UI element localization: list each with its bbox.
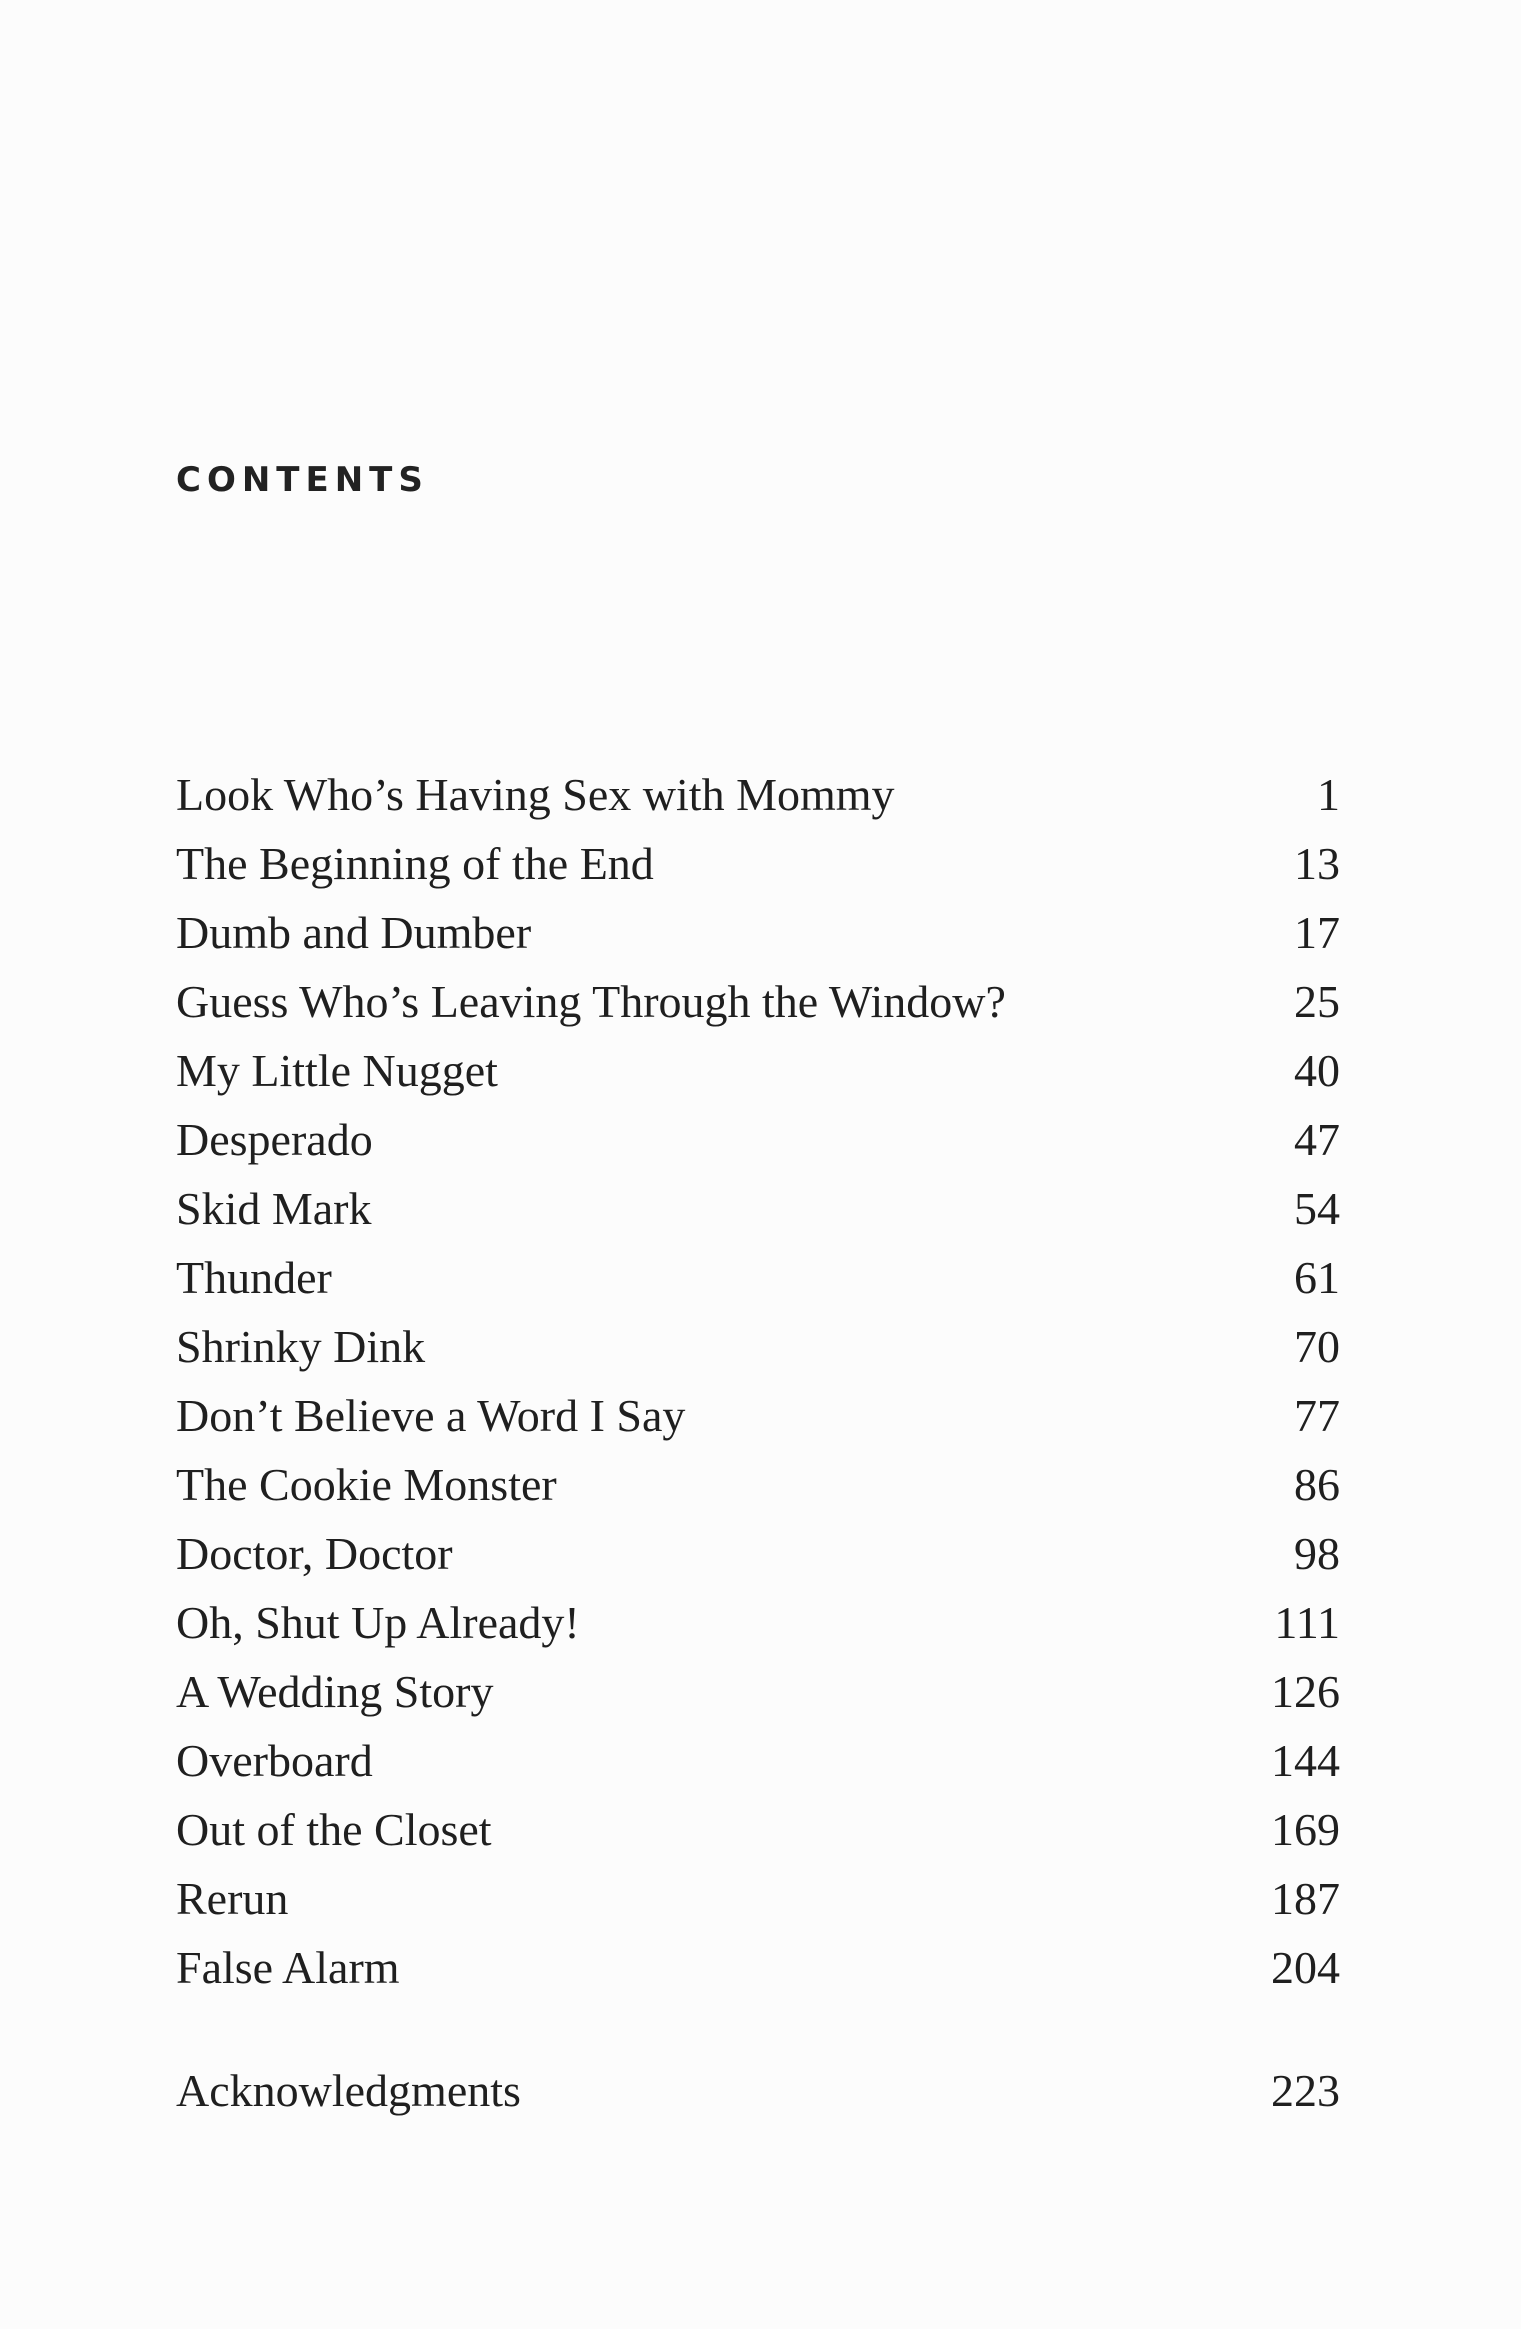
- toc-entry: [176, 1320, 1340, 1389]
- chapter-title: The Beginning of the End: [176, 838, 654, 889]
- chapter-title: Look Who’s Having Sex with Mommy: [176, 769, 895, 820]
- chapter-page-number: 1: [1317, 769, 1340, 820]
- toc-entry: [176, 1182, 1340, 1251]
- chapter-title: My Little Nugget: [176, 1045, 498, 1096]
- chapter-page-number: 61: [1294, 1252, 1340, 1303]
- chapter-page-number: 169: [1271, 1804, 1340, 1855]
- chapter-page-number: 47: [1294, 1114, 1340, 1165]
- chapter-page-number: 13: [1294, 838, 1340, 889]
- chapter-title: Dumb and Dumber: [176, 907, 532, 958]
- toc-entry: [176, 1458, 1340, 1527]
- chapter-title: Shrinky Dink: [176, 1321, 426, 1372]
- toc-entry: [176, 1734, 1340, 1803]
- chapter-page-number: 144: [1271, 1735, 1340, 1786]
- chapter-page-number: 86: [1294, 1459, 1340, 1510]
- toc-entry: [176, 1044, 1340, 1113]
- back-matter-page-number: 223: [1271, 2065, 1340, 2116]
- chapter-title: Desperado: [176, 1114, 373, 1165]
- chapter-page-number: 187: [1271, 1873, 1340, 1924]
- chapter-page-number: 40: [1294, 1045, 1340, 1096]
- chapter-page-number: 54: [1294, 1183, 1340, 1234]
- chapter-page-number: 25: [1294, 976, 1340, 1027]
- toc-entry: [176, 1389, 1340, 1458]
- chapter-page-number: 17: [1294, 907, 1340, 958]
- chapter-page-number: 111: [1274, 1597, 1340, 1648]
- chapter-page-number: 204: [1271, 1942, 1340, 1993]
- toc-entry: [176, 1872, 1340, 1941]
- chapter-title: Rerun: [176, 1873, 289, 1924]
- toc-entry: [176, 837, 1340, 906]
- toc-entry: [176, 1251, 1340, 1320]
- toc-entry: [176, 768, 1340, 837]
- toc-entry: [176, 1803, 1340, 1872]
- chapter-page-number: 126: [1271, 1666, 1340, 1717]
- contents-heading: CONTENTS: [176, 460, 429, 500]
- toc-entry-acknowledgments: [176, 2064, 1340, 2133]
- chapter-page-number: 70: [1294, 1321, 1340, 1372]
- chapter-page-number: 98: [1294, 1528, 1340, 1579]
- chapter-page-number: 77: [1294, 1390, 1340, 1441]
- toc-entry: [176, 906, 1340, 975]
- toc-entry: [176, 1596, 1340, 1665]
- chapter-title: Thunder: [176, 1252, 332, 1303]
- chapter-title: Overboard: [176, 1735, 373, 1786]
- chapter-title: Out of the Closet: [176, 1804, 492, 1855]
- back-matter-title: Acknowledgments: [176, 2065, 521, 2116]
- chapter-title: Doctor, Doctor: [176, 1528, 453, 1579]
- chapter-title: Skid Mark: [176, 1183, 372, 1234]
- chapter-title: The Cookie Monster: [176, 1459, 557, 1510]
- toc-entry: [176, 1941, 1340, 2010]
- chapter-title: False Alarm: [176, 1942, 400, 1993]
- toc-entry: [176, 1665, 1340, 1734]
- toc-entry: [176, 975, 1340, 1044]
- toc-entry: [176, 1113, 1340, 1182]
- chapter-title: Don’t Believe a Word I Say: [176, 1390, 686, 1441]
- chapter-title: A Wedding Story: [176, 1666, 494, 1717]
- table-of-contents: [176, 768, 1340, 2133]
- toc-entry: [176, 1527, 1340, 1596]
- chapter-title: Oh, Shut Up Already!: [176, 1597, 580, 1648]
- chapter-title: Guess Who’s Leaving Through the Window?: [176, 976, 1006, 1027]
